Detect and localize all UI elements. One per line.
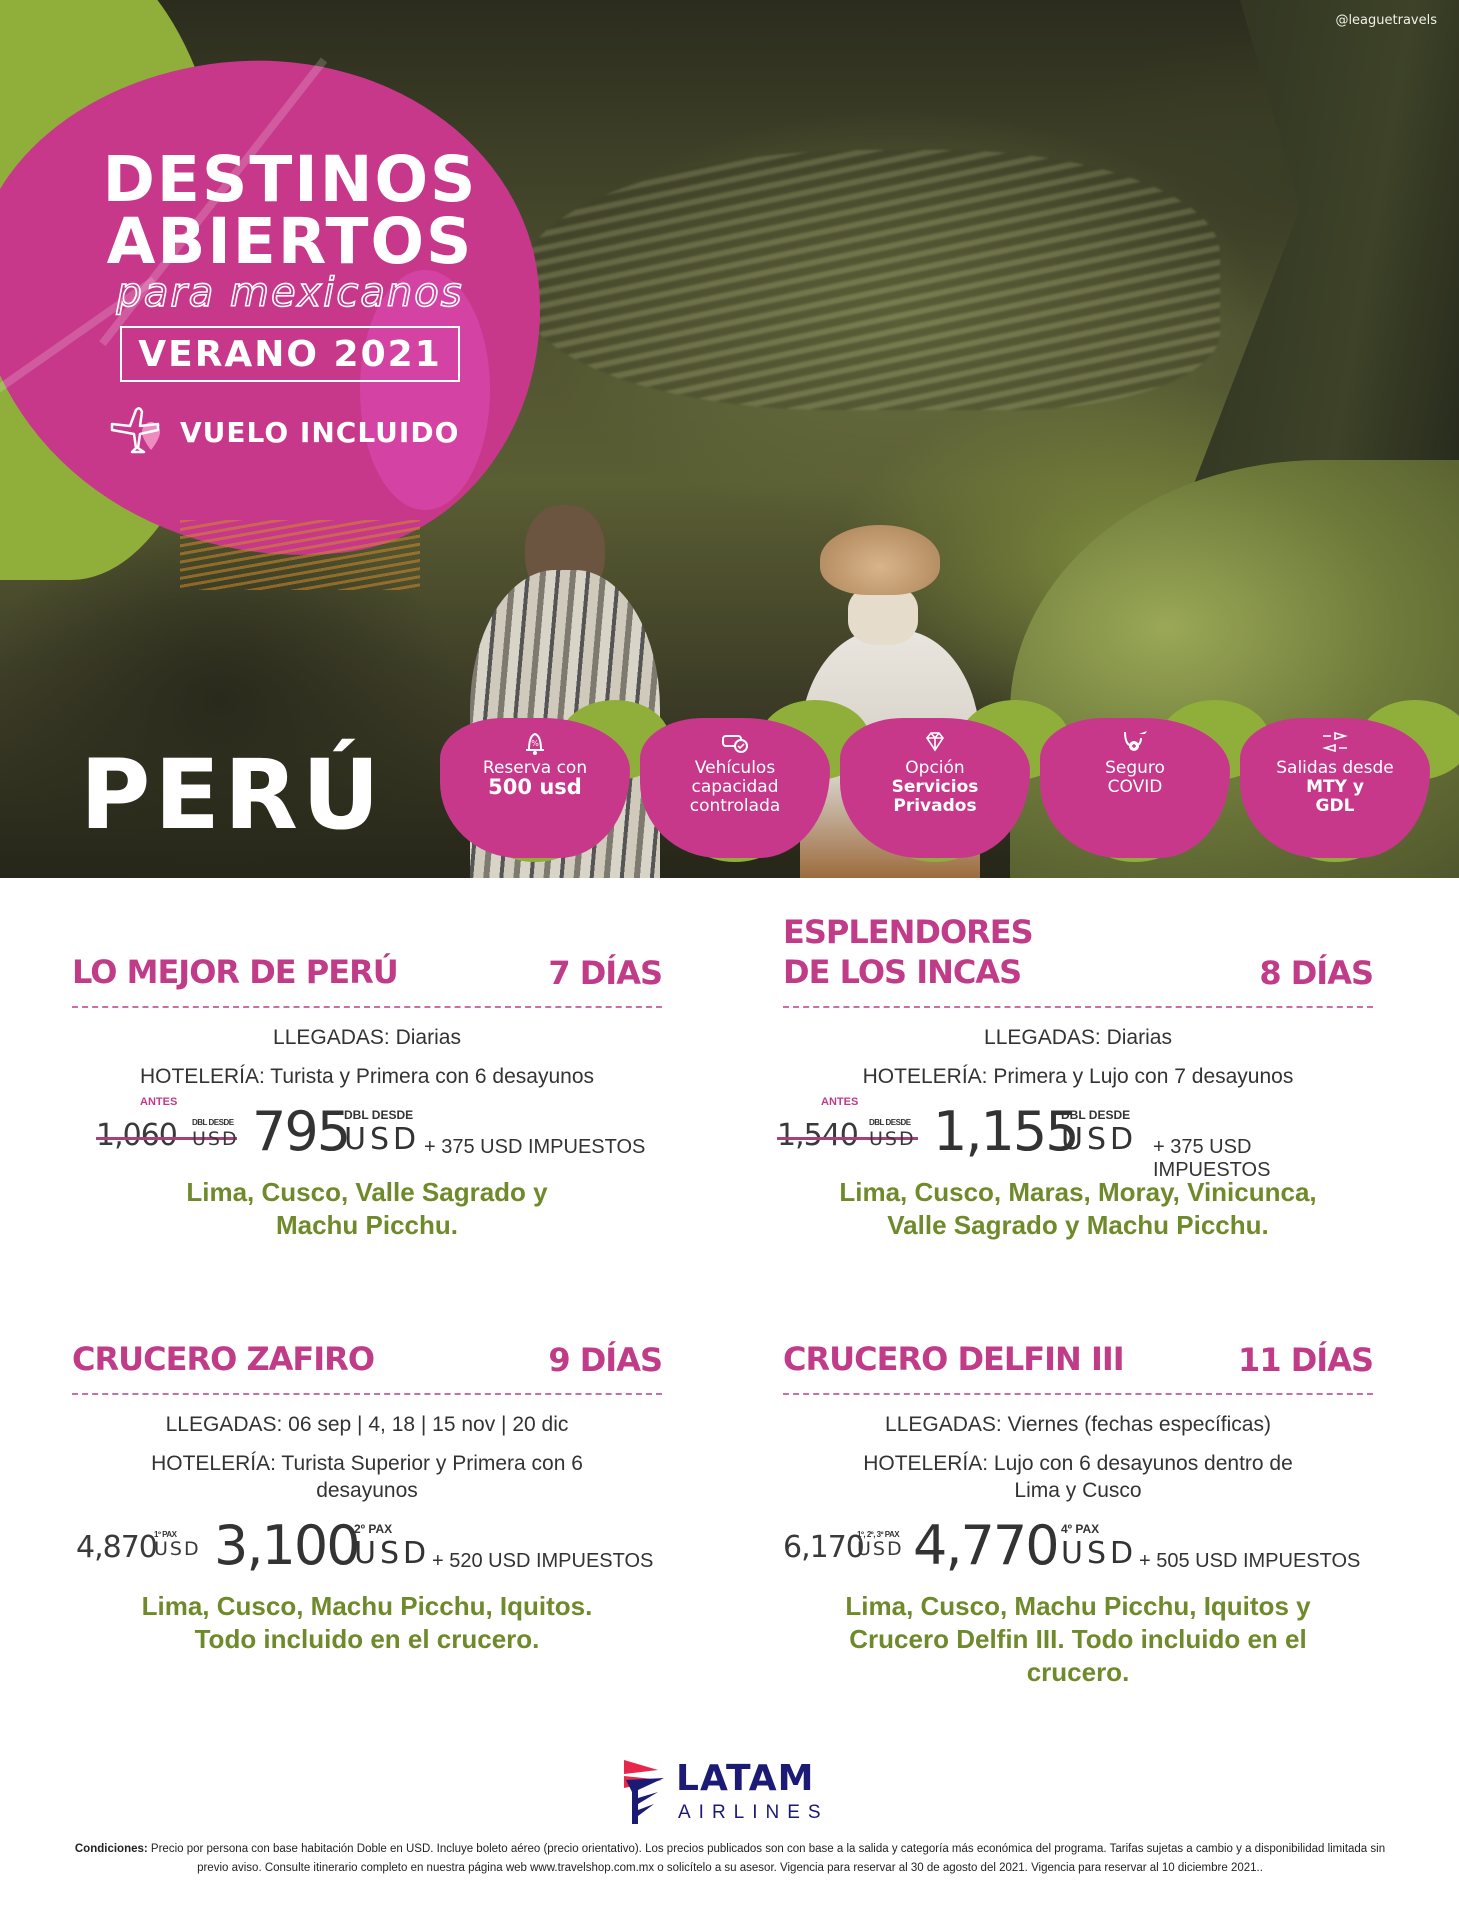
feature-vehicles-line2: capacidad <box>691 777 779 797</box>
package-duration: 11 DÍAS <box>1238 1341 1373 1379</box>
package-cities: Lima, Cusco, Valle Sagrado y Machu Picchu. <box>186 1177 548 1240</box>
old-price-currency: USD <box>154 1538 201 1560</box>
price-row <box>783 1512 1373 1584</box>
latam-logo-icon <box>622 1758 668 1824</box>
package-duration: 9 DÍAS <box>548 1341 662 1379</box>
conditions-text: Precio por persona con base habitación Doble en USD. Incluye boleto aéreo (precio orientativo). Los precios publicados son con base a la salida y categoría más económica del programa. Tarifas sujetas a cambio y a disponibilidad limitada sin previo aviso. Consulte itinerario completo en nuestra página web www.travelshop.com.mx o solicítelo a su asesor. Vigencia para reservar al 30 de agosto del 2021. Vigencia para reservar al 10 diciembre 2021.. <box>150 1843 1386 1874</box>
dashed-divider <box>783 1006 1373 1008</box>
package-cities: Lima, Cusco, Machu Picchu, Iquitos. Todo incluido en el crucero. <box>141 1591 593 1654</box>
new-price-tag: DBL DESDE <box>344 1108 414 1122</box>
package-card-lo-mejor-de-peru <box>72 920 662 1242</box>
feature-private-line3: Privados <box>893 796 977 816</box>
old-price: 6,170 <box>783 1530 864 1565</box>
package-card-esplendores-de-los-incas <box>777 913 1373 1242</box>
before-label: ANTES <box>140 1096 178 1108</box>
old-price-currency: USD <box>857 1538 904 1560</box>
headline-subtitle: para mexicanos <box>116 270 464 316</box>
package-title: ESPLENDORES DE LOS INCAS <box>783 913 1033 991</box>
dashed-divider <box>783 1393 1373 1395</box>
dashed-divider <box>72 1393 662 1395</box>
hatch-decoration <box>180 520 420 590</box>
svg-text:%: % <box>531 739 539 748</box>
package-title: CRUCERO DELFIN III <box>783 1340 1124 1378</box>
feature-reserve-line1: Reserva con <box>482 758 588 778</box>
terms-and-conditions <box>72 1840 1388 1878</box>
old-price-tag: DBL DESDE <box>192 1118 234 1127</box>
package-arrivals: LLEGADAS: Diarias <box>273 1026 461 1049</box>
package-title: LO MEJOR DE PERÚ <box>72 953 398 991</box>
package-arrivals: LLEGADAS: 06 sep | 4, 18 | 15 nov | 20 dic <box>165 1413 569 1436</box>
old-price-tag: DBL DESDE <box>869 1118 911 1127</box>
price-row <box>72 1512 662 1584</box>
package-card-crucero-zafiro <box>72 1325 662 1656</box>
car-shield-icon <box>721 728 749 756</box>
new-price-currency: USD <box>344 1122 421 1157</box>
package-title: CRUCERO ZAFIRO <box>72 1340 375 1378</box>
old-price: 1,060 <box>96 1118 177 1153</box>
package-cities: Lima, Cusco, Machu Picchu, Iquitos y Crucero Delfin III. Todo incluido en el crucero. <box>845 1591 1311 1687</box>
price-row <box>72 1098 662 1170</box>
package-arrivals: LLEGADAS: Viernes (fechas específicas) <box>885 1413 1271 1436</box>
feature-departures-line1: Salidas desde <box>1276 758 1394 778</box>
taxes-label: + 520 USD IMPUESTOS <box>432 1550 654 1572</box>
taxes-label: + 505 USD IMPUESTOS <box>1139 1550 1361 1572</box>
feature-private-line2: Servicios <box>891 777 979 797</box>
package-card-crucero-delfin-iii <box>783 1325 1373 1689</box>
package-cities: Lima, Cusco, Maras, Moray, Vinicunca, Valle Sagrado y Machu Picchu. <box>839 1177 1317 1240</box>
new-price: 4,770 <box>913 1514 1058 1577</box>
package-hotels: HOTELERÍA: Turista Superior y Primera con 6 desayunos <box>151 1452 583 1502</box>
price-row <box>777 1096 1373 1181</box>
dashed-divider <box>72 1006 662 1008</box>
conditions-label: Condiciones: <box>74 1843 148 1855</box>
feature-vehicles <box>640 700 840 860</box>
feature-reserve-line2: 500 usd <box>488 775 582 799</box>
machu-picchu-terraces <box>520 150 1220 410</box>
bell-percent-icon <box>521 728 549 756</box>
diamond-icon <box>921 728 949 756</box>
headline-block <box>70 143 510 460</box>
plane-pin-icon <box>108 404 168 460</box>
package-duration: 7 DÍAS <box>548 954 662 992</box>
season-badge: VERANO 2021 <box>120 326 460 382</box>
stethoscope-plane-icon <box>1121 728 1149 756</box>
mountain-photo-area <box>1180 0 1459 520</box>
old-price: 1,540 <box>777 1118 858 1153</box>
before-label: ANTES <box>821 1096 859 1108</box>
feature-covid-insurance <box>1040 700 1240 860</box>
feature-departures-line2: MTY y <box>1306 777 1364 797</box>
old-price-currency: USD <box>192 1128 239 1150</box>
feature-departures-line3: GDL <box>1315 796 1355 816</box>
feature-vehicles-line1: Vehículos <box>694 758 776 778</box>
feature-departures <box>1240 700 1440 860</box>
new-price: 1,155 <box>933 1100 1078 1163</box>
feature-private-services <box>840 700 1040 860</box>
flight-included-label: VUELO INCLUIDO <box>180 415 460 449</box>
old-price-currency: USD <box>869 1128 916 1150</box>
instagram-handle: @leaguetravels <box>1335 13 1437 28</box>
new-price-currency: USD <box>1061 1536 1138 1571</box>
new-price-tag: DBL DESDE <box>1061 1108 1131 1122</box>
new-price: 3,100 <box>214 1514 359 1577</box>
package-hotels: HOTELERÍA: Primera y Lujo con 7 desayunos <box>862 1065 1294 1088</box>
latam-logo-wordmark: LATAM <box>676 1758 815 1799</box>
hero-banner <box>0 0 1459 878</box>
old-price: 4,870 <box>76 1530 157 1565</box>
traveler-right-hat <box>820 525 940 595</box>
new-price-tag: 2º PAX <box>354 1522 393 1536</box>
latam-logo-subtitle: AIRLINES <box>678 1802 829 1823</box>
feature-covid-line2: COVID <box>1107 777 1163 797</box>
package-duration: 8 DÍAS <box>1259 954 1373 992</box>
feature-vehicles-line3: controlada <box>689 796 781 816</box>
feature-covid-line1: Seguro <box>1105 758 1165 778</box>
destination-country: PERÚ <box>80 739 384 851</box>
flight-included-row <box>108 404 510 460</box>
new-price: 795 <box>252 1100 350 1163</box>
feature-reserve <box>440 700 640 860</box>
feature-badges <box>440 700 1459 870</box>
headline-line-1: DESTINOS <box>102 143 478 216</box>
new-price-currency: USD <box>354 1536 431 1571</box>
taxes-label: + 375 USD IMPUESTOS <box>1153 1136 1271 1181</box>
headline-line-2: ABIERTOS <box>106 205 474 278</box>
package-hotels: HOTELERÍA: Lujo con 6 desayunos dentro de Lima y Cusco <box>863 1452 1293 1502</box>
package-hotels: HOTELERÍA: Turista y Primera con 6 desayunos <box>139 1065 594 1088</box>
new-price-currency: USD <box>1061 1122 1138 1157</box>
taxes-label: + 375 USD IMPUESTOS <box>424 1136 646 1158</box>
package-arrivals: LLEGADAS: Diarias <box>984 1026 1172 1049</box>
new-price-tag: 4º PAX <box>1061 1522 1100 1536</box>
old-price-tag: 1º, 2º, 3º PAX <box>857 1530 900 1539</box>
latam-logo <box>622 1758 842 1828</box>
feature-private-line1: Opción <box>905 758 965 778</box>
old-price-tag: 1º PAX <box>154 1530 177 1539</box>
planes-icon <box>1321 728 1349 756</box>
